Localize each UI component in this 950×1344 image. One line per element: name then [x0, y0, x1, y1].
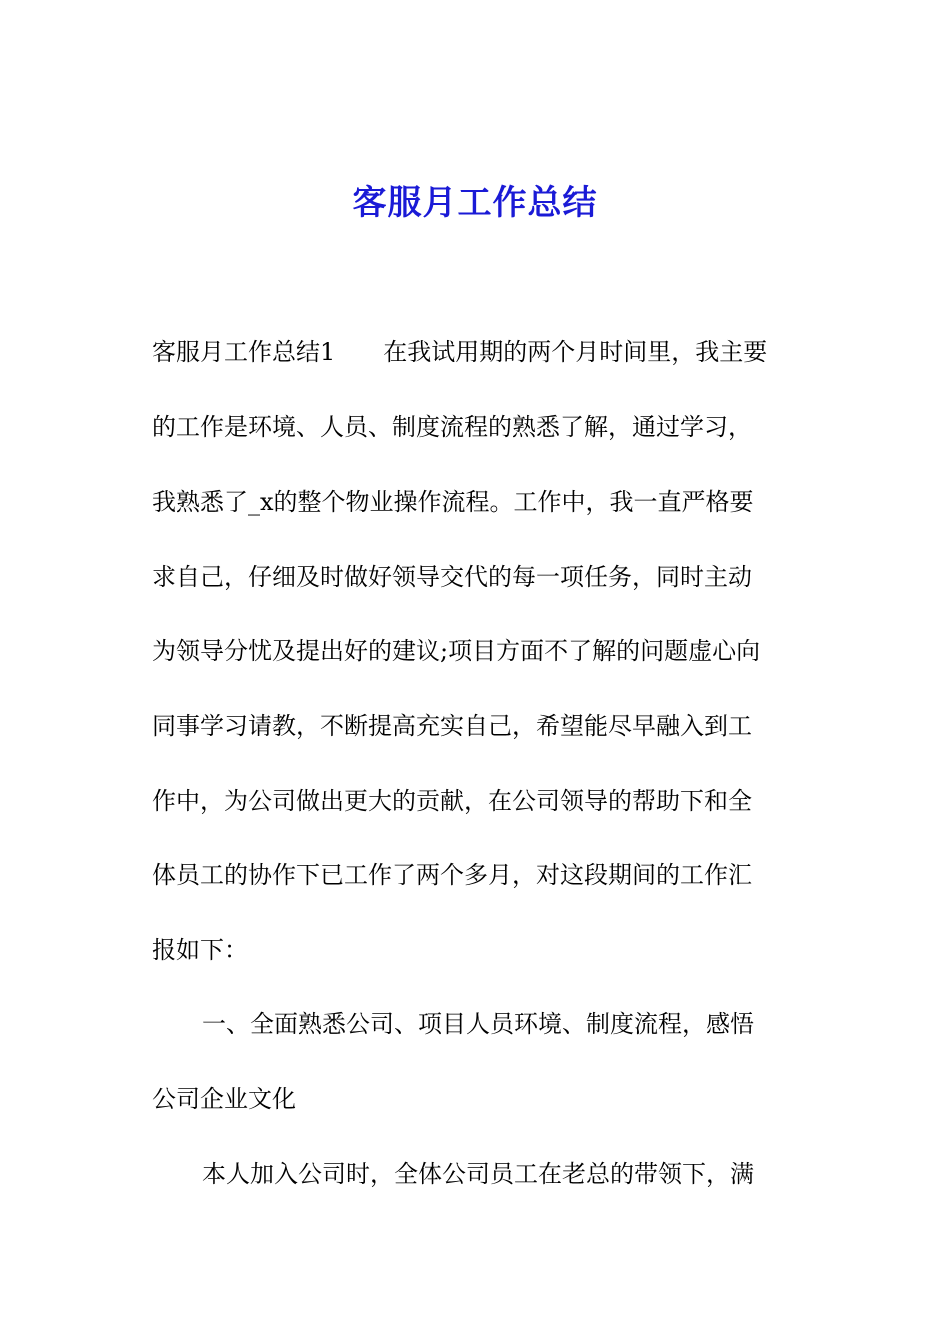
paragraph-line: 同事学习请教，不断提高充实自己，希望能尽早融入到工 — [152, 712, 752, 740]
paragraph-line: 作中，为公司做出更大的贡献，在公司领导的帮助下和全 — [152, 787, 752, 815]
paragraph-line: 体员工的协作下已工作了两个多月，对这段期间的工作汇 — [152, 861, 752, 889]
section-heading: 客服月工作总结1 — [152, 338, 336, 366]
paragraph-line: 我熟悉了_x的整个物业操作流程。工作中，我一直严格要 — [152, 488, 754, 516]
document-title: 客服月工作总结 — [352, 183, 598, 223]
paragraph-line: 报如下： — [152, 936, 248, 964]
section-heading-line: 公司企业文化 — [152, 1085, 296, 1113]
section-heading-line: 一、全面熟悉公司、项目人员环境、制度流程，感悟 — [202, 1010, 754, 1038]
paragraph-line: 为领导分忧及提出好的建议;项目方面不了解的问题虚心向 — [152, 637, 761, 665]
paragraph-line: 本人加入公司时，全体公司员工在老总的带领下，满 — [202, 1160, 754, 1188]
paragraph-line: 求自己，仔细及时做好领导交代的每一项任务，同时主动 — [152, 563, 752, 591]
paragraph-line — [152, 335, 767, 369]
paragraph-line: 的工作是环境、人员、制度流程的熟悉了解，通过学习， — [152, 413, 752, 441]
line-text: 在我试用期的两个月时间里，我主要 — [383, 338, 768, 366]
